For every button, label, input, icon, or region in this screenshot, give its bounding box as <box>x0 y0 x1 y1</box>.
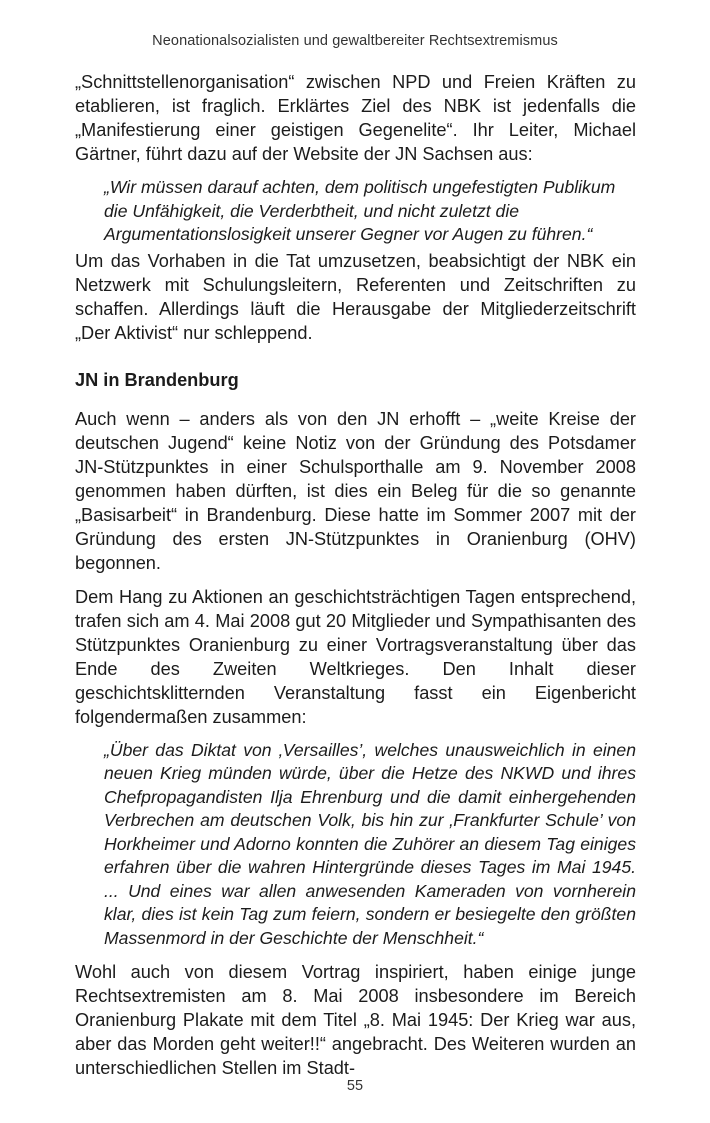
running-header: Neonationalsozialisten und gewaltbereiter Rechtsextremismus <box>152 33 558 49</box>
page-number: 55 <box>346 1078 364 1094</box>
body-text <box>75 70 636 1090</box>
paragraph: Um das Vorhaben in die Tat umzusetzen, beabsichtigt der NBK ein Netzwerk mit Schulungsleitern, Referenten und Zeitschriften zu schaffen. Allerdings läuft die Herausgabe der Mitgliederzeitschrift „Der Aktivist“ nur schleppend. <box>75 250 636 343</box>
paragraph: Auch wenn – anders als von den JN erhofft – „weite Kreise der deutschen Jugend“ keine Notiz von der Gründung des Potsdamer JN-Stützpunktes in einer Schulsporthalle am 9. November 2008 genommen haben dürften, ist dies ein Beleg für die so genannte „Basisarbeit“ in Brandenburg. Diese hatte im Sommer 2007 mit der Gründung des ersten JN-Stützpunktes in Oranienburg (OHV) begonnen. <box>75 408 636 573</box>
section-heading: JN in Brandenburg <box>75 369 239 390</box>
block-quote: „Über das Diktat von ‚Versailles’, welches unausweichlich in einen neuen Krieg münden würde, über die Hetze des NKWD und ihres Chefpropagandisten Ilja Ehrenburg und die damit einhergehenden Verbrechen am deutschen Volk, bis hin zur ‚Frankfurter Schule’ von Horkheimer und Adorno konnten die Zuhörer an diesem Tag einiges erfahren über die wahren Hintergründe dieses Tages im Mai 1945. ... Und eines war allen anwesenden Kameraden von vornherein klar, dies ist kein Tag zum feiern, sondern er besiegelte den größten Massenmord in der Geschichte der Menschheit.“ <box>104 739 636 948</box>
paragraph: Wohl auch von diesem Vortrag inspiriert, haben einige junge Rechtsextremisten am 8. Mai 2008 insbesondere im Bereich Oranienburg Plakate mit dem Titel „8. Mai 1945: Der Krieg war aus, aber das Morden geht weiter!!“ angebracht. Des Weiteren wurden an unterschiedlichen Stellen im Stadt- <box>75 962 636 1078</box>
paragraph: „Schnittstellenorganisation“ zwischen NPD und Freien Kräften zu etablieren, ist fraglich. Erklärtes Ziel des NBK ist jedenfalls die „Manifestierung einer geistigen Gegenelite“. Ihr Leiter, Michael Gärtner, führt dazu auf der Website der JN Sachsen aus: <box>75 72 636 164</box>
paragraph: Dem Hang zu Aktionen an geschichtsträchtigen Tagen entsprechend, trafen sich am 4. Mai 2008 gut 20 Mitglieder und Sympathisanten des Stützpunktes Oranienburg zu einer Vortragsveranstaltung über das Ende des Zweiten Weltkrieges. Den Inhalt dieser geschichtsklitternden Veranstaltung fasst ein Eigenbericht folgendermaßen zusammen: <box>75 586 636 727</box>
block-quote: „Wir müssen darauf achten, dem politisch ungefestigten Publikum die Unfähigkeit, die Verderbtheit, und nicht zuletzt die Argumentationslosigkeit unserer Gegner vor Augen zu führen.“ <box>104 177 616 244</box>
